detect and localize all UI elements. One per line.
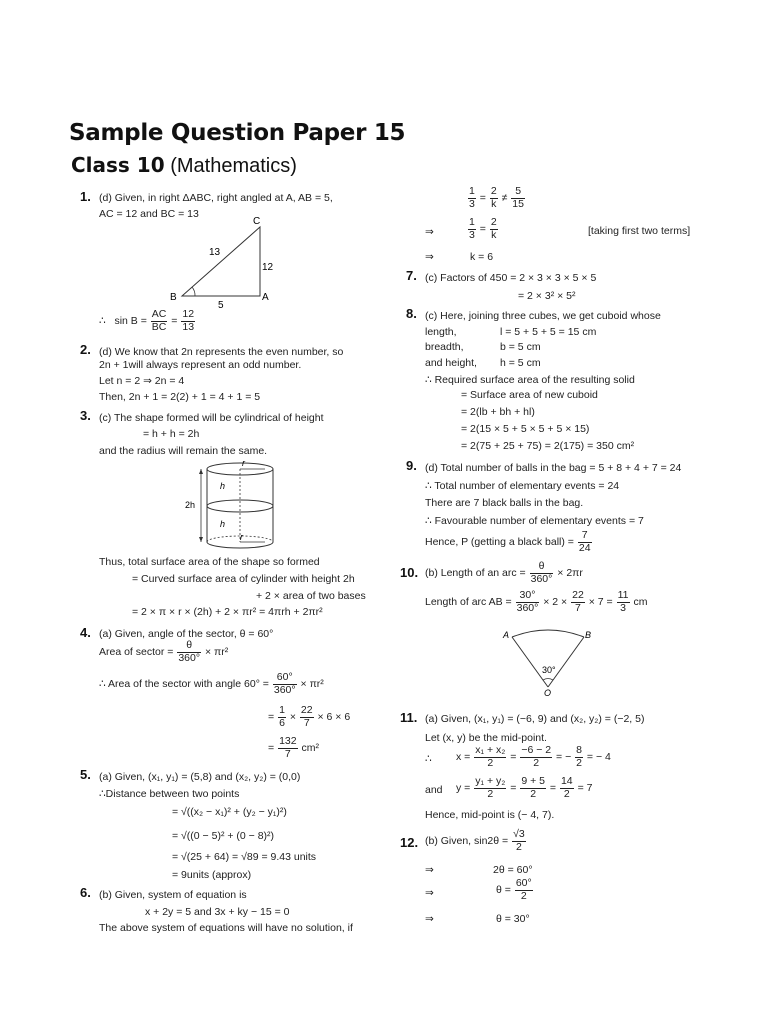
question-number: 8.: [406, 306, 417, 321]
q8-dim-label: and height,: [425, 357, 477, 369]
vertex-b-label: B: [170, 292, 177, 303]
q5-line: = 9units (approx): [172, 869, 252, 881]
implies-symbol: ⇒: [425, 251, 434, 263]
q2-line: Then, 2n + 1 = 2(2) + 1 = 4 + 1 = 5: [99, 391, 261, 403]
question-number: 3.: [80, 408, 91, 423]
q4-step2: = $\frac{132}{7}$ cm²: [268, 735, 320, 760]
q6-line: The above system of equations will have no solution, if: [99, 922, 353, 934]
q7-line: = 2 × 3² × 5²: [518, 290, 576, 302]
q8-dim-value: l = 5 + 5 + 5 = 15 cm: [500, 326, 597, 338]
question-number: 4.: [80, 625, 91, 640]
q2-line: 2n + 1will always represent an odd number.: [99, 359, 302, 371]
q10-arc-ab-eq: Length of arc AB = $\frac{30^\circ}{360^\circ}$ × 2 × $\frac{22}{7}$ × 7 = $\frac{11}{3}$ cm: [425, 589, 648, 614]
base-side-label: 5: [218, 300, 224, 310]
question-number: 10.: [400, 565, 419, 580]
question-number: 12.: [400, 835, 419, 850]
q4-area-eq: Area of sector = $\frac{\theta}{360^\circ}$ × πr²: [99, 639, 229, 664]
q2-line: (d) We know that 2n represents the even number, so: [99, 346, 344, 358]
class-label: Class 10: [71, 153, 165, 177]
q8-dim-value: h = 5 cm: [500, 357, 541, 369]
question-number: 9.: [406, 458, 417, 473]
vertex-a-label: A: [262, 292, 269, 303]
q3-line: = Curved surface area of cylinder with height 2h: [132, 573, 355, 585]
question-number: 11.: [400, 710, 418, 725]
q3-line: + 2 × area of two bases: [256, 590, 366, 602]
q1-line: (d) Given, in right ΔABC, right angled at A, AB = 5,: [99, 192, 333, 204]
q11-y-eq: y = $\frac{\text{y₁ + y₂}}{2}$ = $\frac{9 + 5}{2}$ = $\frac{14}{2}$ = 7: [456, 775, 593, 800]
q6-cond2: $\frac{1}{3}$ = $\frac{2}{k}$: [469, 216, 497, 241]
q4-with-eq: ∴ Area of the sector with angle 60° = $\frac{60^\circ}{360^\circ}$ × πr²: [99, 671, 324, 696]
q9-prob-eq: Hence, P (getting a black ball) = $\frac{7}{24}$: [425, 529, 591, 554]
question-number: 7.: [406, 268, 417, 283]
implies-symbol: ⇒: [425, 887, 434, 899]
point-b-label: B: [585, 630, 592, 640]
q8-line: = 2(75 + 25 + 75) = 2(175) = 350 cm²: [461, 440, 635, 452]
page-title: Sample Question Paper 15: [69, 120, 406, 146]
implies-symbol: ⇒: [425, 913, 434, 925]
vertex-c-label: C: [253, 216, 261, 227]
q8-line: ∴ Required surface area of the resulting solid: [425, 374, 635, 386]
point-a-label: A: [503, 630, 510, 640]
q12-step: θ = $\frac{60^\circ}{2}$: [496, 877, 532, 902]
q8-line: = 2(15 × 5 + 5 × 5 + 5 × 15): [461, 423, 590, 435]
q8-line: = 2(lb + bh + hl): [461, 406, 535, 418]
q4-line: (a) Given, angle of the sector, θ = 60°: [99, 628, 274, 640]
q9-line: (d) Total number of balls in the bag = 5 + 8 + 4 + 7 = 24: [425, 462, 682, 474]
q8-dim-value: b = 5 cm: [500, 341, 541, 353]
q11-x-lead: ∴: [425, 753, 432, 765]
q12-step: 2θ = 60°: [493, 864, 533, 876]
center-o-label: O: [544, 688, 552, 698]
q6-note: [taking first two terms]: [588, 225, 691, 237]
q5-line: (a) Given, (x₁, y₁) = (5,8) and (x₂, y₂) = (0,0): [99, 771, 301, 783]
q5-line: = √((0 − 5)² + (0 − 8)²): [172, 830, 275, 842]
q12-given-eq: (b) Given, sin2θ = $\frac{√3}{2}$: [425, 828, 525, 853]
vertical-side-label: 12: [262, 262, 274, 273]
q7-line: (c) Factors of 450 = 2 × 3 × 3 × 5 × 5: [425, 272, 597, 284]
q3-line: Thus, total surface area of the shape so formed: [99, 556, 320, 568]
q5-line: ∴Distance between two points: [99, 788, 240, 800]
q1-line: AC = 12 and BC = 13: [99, 208, 199, 220]
q10-arc-eq: (b) Length of an arc = $\frac{\theta}{360^\circ}$ × 2πr: [425, 560, 583, 585]
q6-result: k = 6: [470, 251, 494, 263]
q6-cond1: $\frac{1}{3}$ = $\frac{2}{k}$ ≠ $\frac{5}{15}$: [469, 185, 524, 210]
question-number: 5.: [80, 767, 91, 782]
q9-line: There are 7 black balls in the bag.: [425, 497, 584, 509]
sector-figure: [498, 625, 598, 700]
implies-symbol: ⇒: [425, 864, 434, 876]
q4-step1: = $\frac{1}{6}$ × $\frac{22}{7}$ × 6 × 6: [268, 704, 351, 729]
q9-line: ∴ Favourable number of elementary events = 7: [425, 515, 644, 527]
subject-label: (Mathematics): [170, 155, 297, 177]
radius-top-label: r: [242, 458, 245, 468]
implies-symbol: ⇒: [425, 226, 434, 238]
angle-label: 30°: [542, 665, 556, 675]
q11-y-lead: and: [425, 784, 443, 796]
q3-line: = h + h = 2h: [143, 428, 200, 440]
triangle-figure: [165, 215, 280, 310]
q11-x-eq: x = $\frac{\text{x₁ + x₂}}{2}$ = $\frac{-6 - 2}{2}$ = − $\frac{8}{2}$ = − 4: [456, 744, 611, 769]
q11-line: (a) Given, (x₁, y₁) = (−6, 9) and (x₂, y₂) = (−2, 5): [425, 713, 645, 725]
q8-dim-label: breadth,: [425, 341, 464, 353]
q9-line: ∴ Total number of elementary events = 24: [425, 480, 620, 492]
total-height-label: 2h: [185, 500, 196, 510]
q8-line: = Surface area of new cuboid: [461, 389, 598, 401]
q2-line: Let n = 2 ⇒ 2n = 4: [99, 375, 185, 387]
q11-line: Let (x, y) be the mid-point.: [425, 732, 547, 744]
q5-line: = √(25 + 64) = √89 = 9.43 units: [172, 851, 317, 863]
question-number: 2.: [80, 342, 91, 357]
height-bottom-label: h: [220, 519, 226, 529]
q5-line: = √((x₂ − x₁)² + (y₂ − y₁)²): [172, 806, 287, 818]
q8-line: (c) Here, joining three cubes, we get cuboid whose: [425, 310, 661, 322]
q3-line: = 2 × π × r × (2h) + 2 × πr² = 4πrh + 2πr²: [132, 606, 323, 618]
q8-dim-label: length,: [425, 326, 457, 338]
q11-line: Hence, mid-point is (− 4, 7).: [425, 809, 555, 821]
question-number: 1.: [80, 189, 91, 204]
q3-line: (c) The shape formed will be cylindrical of height: [99, 412, 324, 424]
q1-sin-eq: ∴ sin B = $\frac{AC}{BC}$ = $\frac{12}{13}$: [99, 308, 195, 333]
question-number: 6.: [80, 885, 91, 900]
radius-bottom-label: r: [240, 532, 243, 542]
height-top-label: h: [220, 481, 226, 491]
q12-step: θ = 30°: [496, 913, 530, 925]
hypotenuse-label: 13: [209, 247, 221, 258]
q3-line: and the radius will remain the same.: [99, 445, 268, 457]
q6-line: x + 2y = 5 and 3x + ky − 15 = 0: [145, 906, 290, 918]
q6-line: (b) Given, system of equation is: [99, 889, 247, 901]
cylinder-figure: [180, 458, 285, 553]
page-subtitle: [71, 154, 297, 178]
